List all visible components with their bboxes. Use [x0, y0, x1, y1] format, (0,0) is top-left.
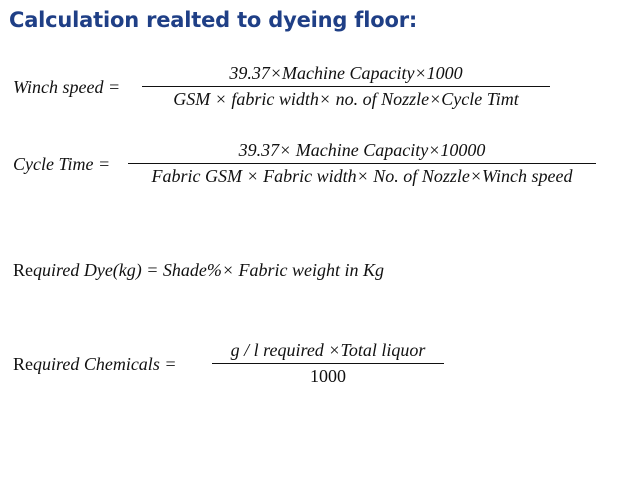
cycle-time-denominator: Fabric GSM × Fabric width× No. of Nozzle×Winch speed	[151, 166, 573, 186]
cycle-time-numerator: 39.37× Machine Capacity×10000	[238, 140, 486, 160]
required-chemicals-label: quired Chemicals =	[33, 354, 177, 374]
required-chemicals-lhs	[13, 354, 176, 375]
required-chemicals-prefix: Re	[13, 354, 33, 374]
winch-speed-fraction	[142, 63, 550, 110]
required-chemicals-numerator: g / l required ×Total liquor	[230, 340, 426, 360]
required-dye-equation	[13, 260, 384, 281]
fraction-bar	[128, 163, 596, 164]
required-dye-expression: quired Dye(kg) = Shade%× Fabric weight in Kg	[33, 260, 385, 280]
required-chemicals-denominator: 1000	[310, 366, 346, 386]
required-dye-prefix: Re	[13, 260, 33, 280]
winch-speed-lhs: Winch speed =	[13, 77, 121, 97]
fraction-bar	[142, 86, 550, 87]
cycle-time-fraction	[128, 140, 596, 187]
required-chemicals-fraction	[212, 340, 444, 387]
fraction-bar	[212, 363, 444, 364]
cycle-time-lhs: Cycle Time =	[13, 154, 111, 174]
winch-speed-denominator: GSM × fabric width× no. of Nozzle×Cycle Timt	[173, 89, 519, 109]
slide-title: Calculation realted to dyeing floor:	[9, 8, 418, 32]
winch-speed-numerator: 39.37×Machine Capacity×1000	[229, 63, 463, 83]
